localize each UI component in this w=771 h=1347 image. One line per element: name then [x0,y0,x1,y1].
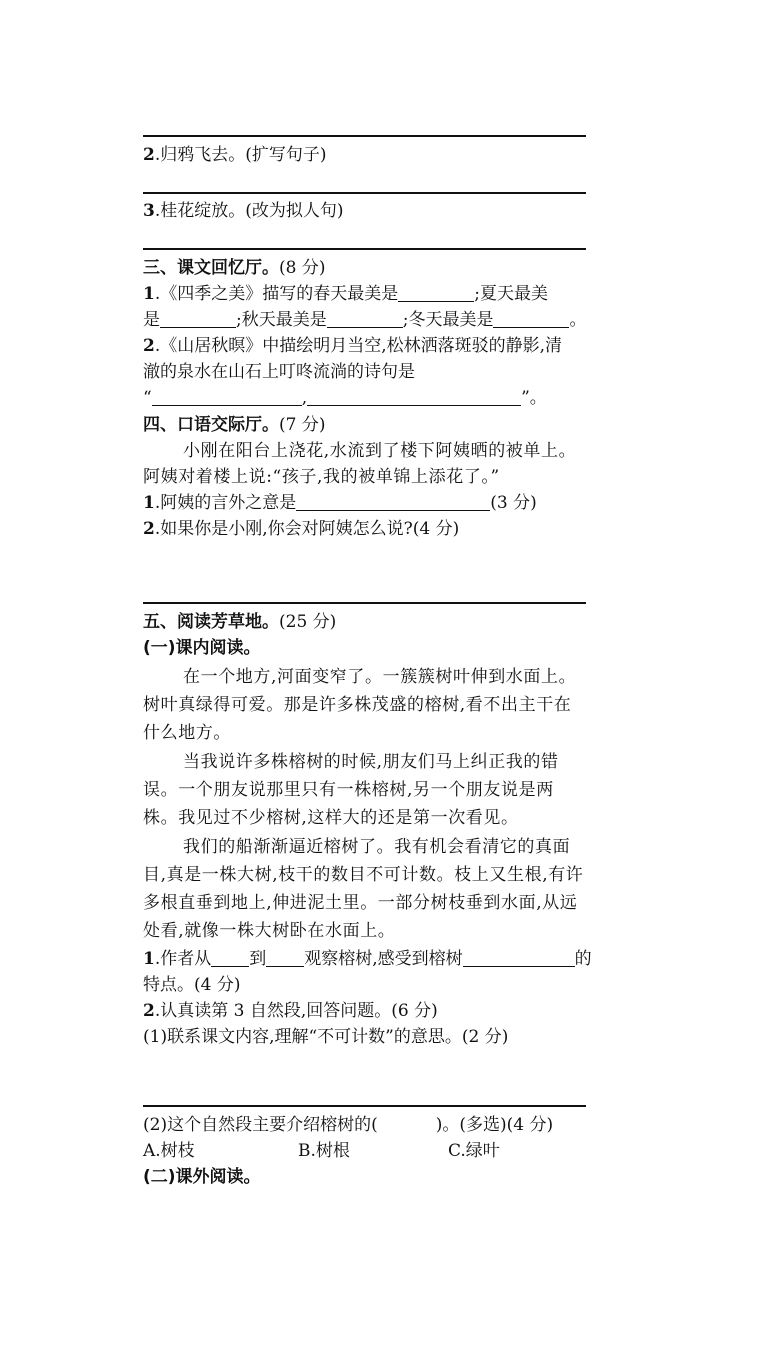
passage-line: 我们的船渐渐逼近榕树了。我有机会看清它的真面 [183,837,571,857]
s3-question-2: 2.《山居秋暝》中描绘明月当空,松林洒落斑驳的静影,清 [143,336,563,356]
fill-blank[interactable] [307,387,521,406]
question-3: 3.桂花绽放。(改为拟人句) [143,201,344,221]
s4-question-1: 1.阿姨的言外之意是 (3 分) [143,493,537,513]
answer-line [143,1105,586,1107]
fill-blank[interactable] [160,309,236,328]
answer-line [143,192,586,194]
s5-question-2: 2.认真读第 3 自然段,回答问题。(6 分) [143,1001,438,1021]
fill-blank[interactable] [296,492,490,511]
s3-question-2-answer: “ , ”。 [143,388,547,408]
fill-blank[interactable] [211,948,249,967]
passage-line: 树叶真绿得可爱。那是许多株茂盛的榕树,看不出主干在 [143,695,572,715]
fill-blank[interactable] [327,309,403,328]
fill-blank[interactable] [463,948,575,967]
s4-question-2: 2.如果你是小刚,你会对阿姨怎么说?(4 分) [143,519,460,539]
passage-line: 当我说许多株榕树的时候,朋友们马上纠正我的错 [183,752,559,772]
s5-question-1: 1.作者从 到 观察榕树,感受到榕树 的 [143,949,592,969]
s5-question-2-1: (1)联系课文内容,理解“不可计数”的意思。(2 分) [143,1027,509,1047]
s4-passage-line: 小刚在阳台上浇花,水流到了楼下阿姨晒的被单上。 [183,441,577,461]
s3-question-1: 1.《四季之美》描写的春天最美是 ;夏天最美 [143,284,548,304]
option-a[interactable]: A.树枝 [143,1141,195,1161]
passage-line: 误。一个朋友说那里只有一株榕树,另一个朋友说是两 [143,780,554,800]
subsection-in-class-reading: (一)课内阅读。 [143,638,261,658]
question-2: 2.归鸦飞去。(扩写句子) [143,145,327,165]
option-b[interactable]: B.树根 [298,1141,350,1161]
answer-line [143,135,586,137]
answer-line [143,602,586,604]
s5-question-1-cont: 特点。(4 分) [143,975,241,995]
subsection-extracurricular-reading: (二)课外阅读。 [143,1167,261,1187]
passage-line: 处看,就像一株大树卧在水面上。 [143,921,396,941]
answer-line [143,248,586,250]
passage-line: 在一个地方,河面变窄了。一簇簇树叶伸到水面上。 [183,667,577,687]
fill-blank[interactable] [398,283,474,302]
passage-line: 多根直垂到地上,伸进泥土里。一部分树枝垂到水面,从远 [143,893,578,913]
s3-question-2-cont: 澈的泉水在山石上叮咚流淌的诗句是 [143,362,415,382]
passage-line: 什么地方。 [143,723,231,743]
section-3-heading: 三、课文回忆厅。(8 分) [143,258,326,278]
fill-blank[interactable] [266,948,304,967]
option-c[interactable]: C.绿叶 [448,1141,500,1161]
fill-blank[interactable] [493,309,569,328]
passage-line: 目,真是一株大树,枝干的数目不可计数。枝上又生根,有许 [143,865,584,885]
passage-line: 株。我见过不少榕树,这样大的还是第一次看见。 [143,808,519,828]
s5-question-2-2: (2)这个自然段主要介绍榕树的( )。(多选)(4 分) [143,1115,554,1135]
s3-question-1-cont: 是 ;秋天最美是 ;冬天最美是 。 [143,310,587,330]
fill-blank[interactable] [152,387,302,406]
section-4-heading: 四、口语交际厅。(7 分) [143,415,326,435]
section-5-heading: 五、阅读芳草地。(25 分) [143,612,337,632]
s4-passage-line: 阿姨对着楼上说:“孩子,我的被单锦上添花了。” [143,467,500,487]
